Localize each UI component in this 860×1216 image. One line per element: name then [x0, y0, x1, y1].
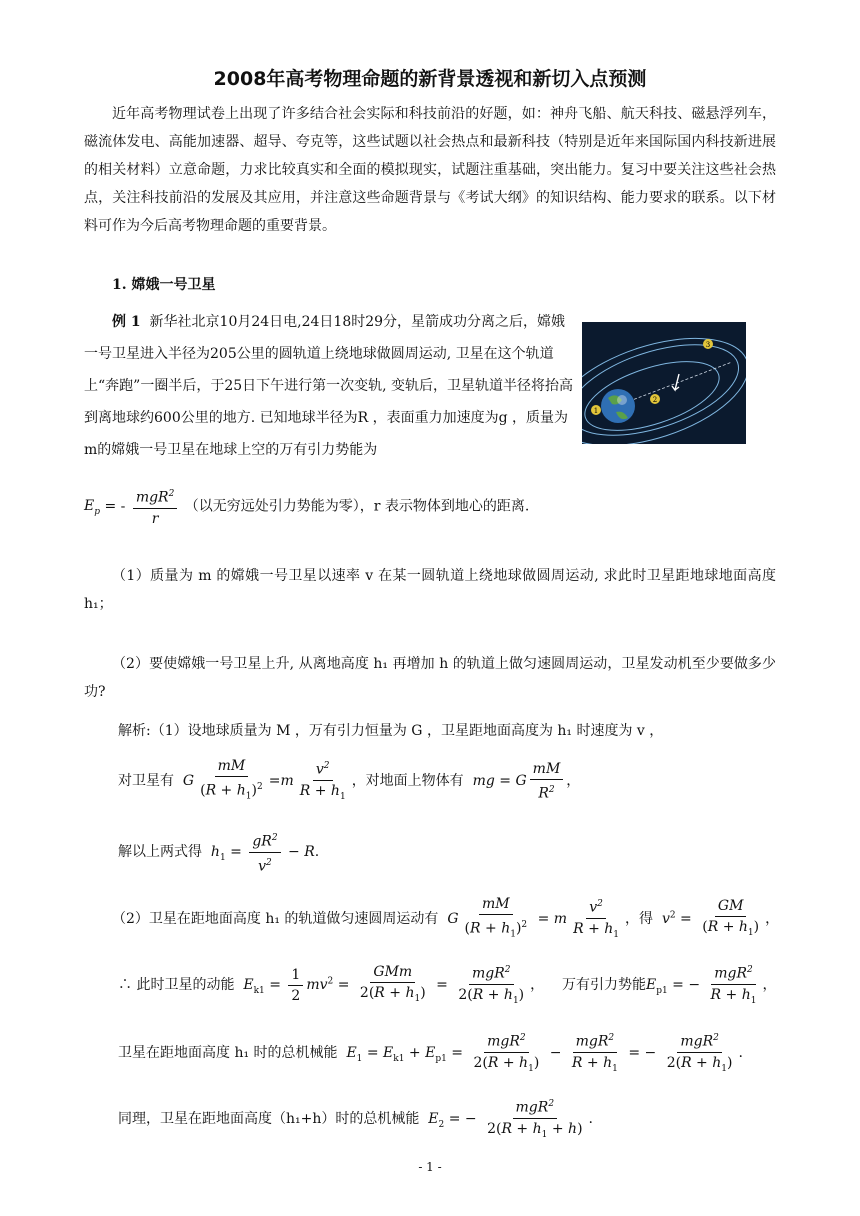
- solution-line-4-label: ∴ 此时卫星的动能: [118, 977, 235, 994]
- intro-paragraph: 近年高考物理试卷上出现了许多结合社会实际和科技前沿的好题，如：神舟飞船、航天科技、磁悬浮列车，磁流体发电、高能加速器、超导、夸克等，这些试题以社会热点和最新科技（特别是近年来国际国内科技新进展的相关材料）立意命题，力求比较真实和全面的模拟现实，试题注重基础，突出能力。复习中要关注这些社会热点，关注科技前沿的发展及其应用，并注意这些命题背景与《考试大纲》的知识结构、能力要求的联系。以下材料可作为今后高考物理命题的重要背景。: [84, 106, 776, 234]
- svg-text:3: 3: [705, 341, 711, 349]
- page-title: 2008年高考物理命题的新背景透视和新切入点预测: [213, 68, 647, 90]
- solution-line-3-label: （2）卫星在距地面高度 h₁ 的轨道做匀速圆周运动有: [112, 911, 439, 928]
- section-heading: 1. 嫦娥一号卫星: [112, 277, 216, 293]
- question-1: （1）质量为 m 的嫦娥一号卫星以速率 v 在某一圆轨道上绕地球做圆周运动, 求此时卫星距地球地面高度 h₁；: [84, 568, 776, 612]
- example-text: 新华社北京10月24日电,24日18时29分，星箭成功分离之后，嫦娥一号卫星进入半径为205公里的圆轨道上绕地球做圆周运动, 卫星在这个轨道上“奔跑”一圈半后，于25日下午进行第一次变轨, 变轨后，卫星轨道半径将抬高到离地球约600公里的地方. 已知地球半径为R ，表面重力加速度为g ，质量为m的嫦娥一号卫星在地球上空的万有引力势能为: [84, 314, 574, 458]
- example-label: 例 1: [112, 314, 141, 330]
- example-paragraph: [84, 306, 576, 466]
- svg-text:2: 2: [652, 396, 658, 404]
- solution-line-3-mid: ，得: [625, 911, 654, 928]
- orbit-marker-1: [591, 405, 601, 415]
- potential-energy-formula: $E_p$ = - $\frac{mgR^2}{r}$ （以无穷远处引力势能为零），r 表示物体到地心的距离.: [84, 486, 529, 527]
- solution-line-5: 卫星在距地面高度 h₁ 时的总机械能 $E_1 = E_{k1} + E_{p1}$ = $\frac{mgR^2}{2(R + h_1)}$ − $\frac{mgR^2}{R + h_1}$ = − $\frac{mgR^2}{2(R + h_1)}$ .: [118, 1030, 743, 1076]
- solution-intro: 解析:（1）设地球质量为 M ，万有引力恒量为 G ，卫星距地面高度为 h₁ 时速度为 v ，: [118, 723, 664, 739]
- solution-line-4-potential: 万有引力势能: [561, 977, 646, 994]
- solution-line-1: 对卫星有 G $\frac{mM}{(R + h_1)^2}$ =m $\frac{v^2}{R + h_1}$ ，对地面上物体有 mg = G $\frac{mM}{R^2}$ ，: [118, 758, 581, 802]
- solution-line-1-mid: ，对地面上物体有: [351, 773, 464, 790]
- solution-line-4: ∴ 此时卫星的动能 $E_{k1}$ = $\frac{1}{2}$ $mv^2$ = $\frac{\text{GMm}}{2(R + h_1)}$ = $\frac{mgR^2}{2(R + h_1)}$ ， 万有引力势能$E_{p1}$ = − $\frac{mgR^2}{R + h_1}$ ，: [118, 963, 777, 1006]
- ep-note: （以无穷远处引力势能为零），r 表示物体到地心的距离.: [184, 498, 530, 515]
- satellite-orbit-figure: [582, 322, 746, 444]
- solution-line-2: 解以上两式得 $h_1$ = $\frac{gR^2}{v^2}$ − R.: [118, 830, 319, 874]
- solution-line-6: 同理，卫星在距地面高度（h₁+h）时的总机械能 $E_2$ = − $\frac{mgR^2}{2(R + h_1 + h)}$ .: [118, 1096, 593, 1142]
- solution-line-3: （2）卫星在距地面高度 h₁ 的轨道做匀速圆周运动有 G $\frac{mM}{(R + h_1)^2}$ = m $\frac{v^2}{R + h_1}$ ，得 $v^2$ = $\frac{GM}{(R + h_1)}$ ，: [112, 896, 780, 940]
- question-2: （2）要使嫦娥一号卫星上升, 从离地高度 h₁ 再增加 h 的轨道上做匀速圆周运动，卫星发动机至少要做多少功?: [84, 656, 776, 700]
- orbit-marker-2: [650, 394, 660, 404]
- orbit-marker-3: [703, 339, 713, 349]
- solution-line-2-label: 解以上两式得: [118, 844, 202, 861]
- solution-line-6-label: 同理，卫星在距地面高度（h₁+h）时的总机械能: [118, 1111, 420, 1128]
- svg-text:1: 1: [593, 407, 599, 415]
- page-number: - 1 -: [418, 1160, 442, 1174]
- solution-line-5-label: 卫星在距地面高度 h₁ 时的总机械能: [118, 1045, 338, 1062]
- solution-line-1-label: 对卫星有: [118, 773, 174, 790]
